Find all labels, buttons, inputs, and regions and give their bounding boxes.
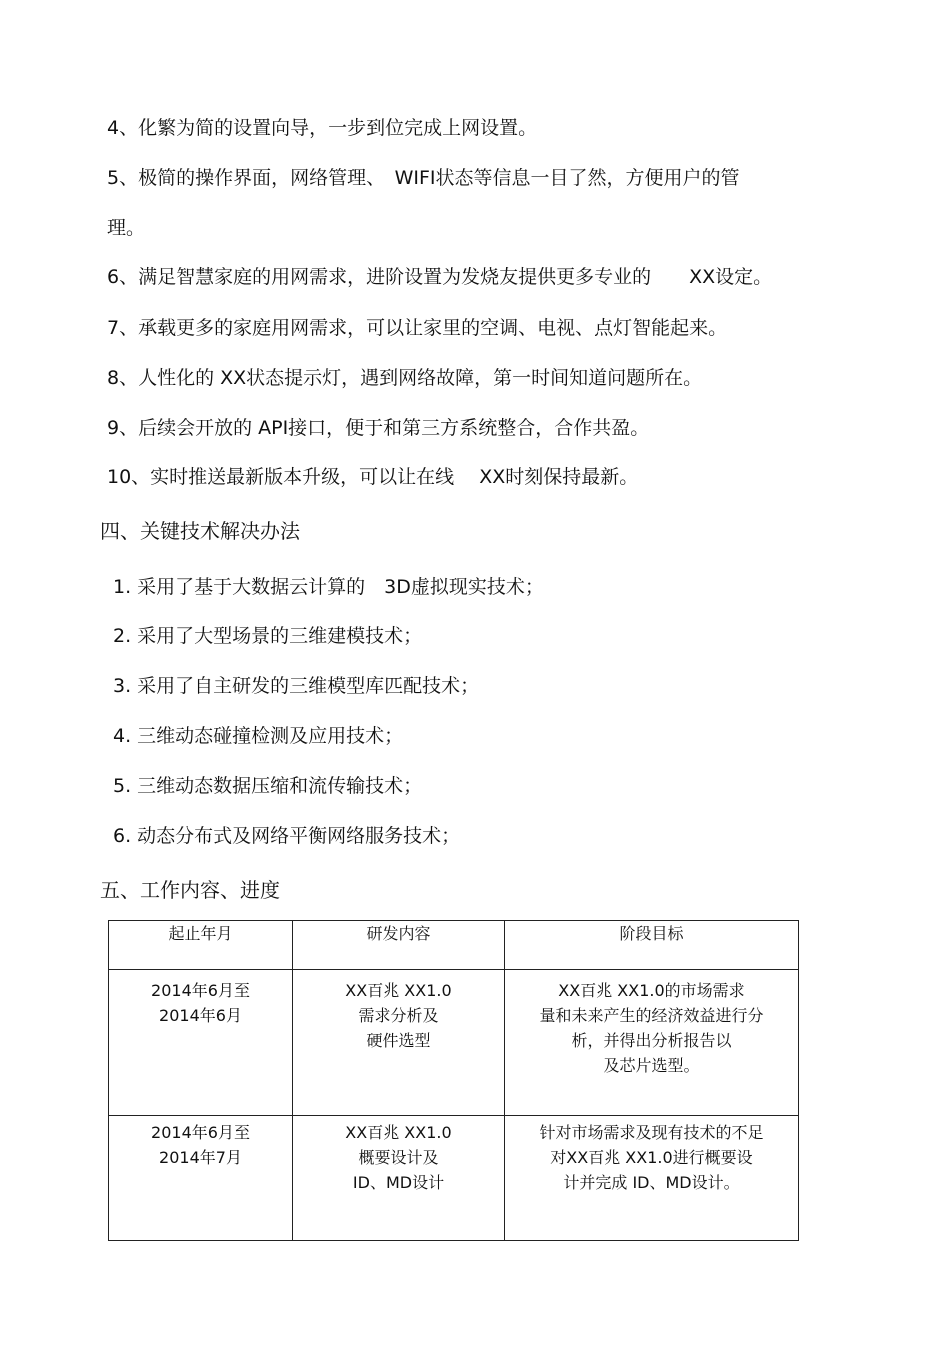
row-period: 2014年6月至 2014年7月 [151,1123,250,1167]
row-content-cell [293,970,505,1116]
feature-line-6: 6、满足智慧家庭的用网需求，进阶设置为发烧友提供更多专业的 XX设定。 [107,266,773,288]
row-period-cell [109,970,293,1116]
header-content-label: 研发内容 [366,924,431,943]
table-row [109,1116,799,1241]
tech-item-5: 5. 三维动态数据压缩和流传输技术； [113,775,423,797]
table-row [109,970,799,1116]
row-content: XX百兆 XX1.0 需求分析及 硬件选型 [345,981,452,1050]
row-content-cell [293,1116,505,1241]
header-content [293,921,505,970]
row-content: XX百兆 XX1.0 概要设计及 ID、MD设计 [345,1123,452,1192]
feature-line-4: 4、化繁为简的设置向导，一步到位完成上网设置。 [107,117,538,139]
tech-item-3: 3. 采用了自主研发的三维模型库匹配技术； [113,675,480,697]
row-period: 2014年6月至 2014年6月 [151,981,250,1025]
header-period-label: 起止年月 [168,924,233,943]
row-goal: 针对市场需求及现有技术的不足 对XX百兆 XX1.0进行概要设 计并完成 ID、MD设计。 [539,1123,764,1192]
feature-line-5-cont: 理。 [107,217,146,239]
feature-line-7: 7、承载更多的家庭用网需求，可以让家里的空调、电视、点灯智能起来。 [107,317,728,339]
header-goal [505,921,799,970]
feature-line-10: 10、实时推送最新版本升级，可以让在线 XX时刻保持最新。 [107,466,639,488]
tech-item-6: 6. 动态分布式及网络平衡网络服务技术； [113,825,461,847]
table-header-row [109,921,799,970]
feature-line-9: 9、后续会开放的 API接口，便于和第三方系统整合，合作共盈。 [107,417,650,439]
section-4-heading: 四、关键技术解决办法 [100,519,300,543]
tech-item-1: 1. 采用了基于大数据云计算的 3D虚拟现实技术； [113,576,544,598]
header-goal-label: 阶段目标 [619,924,684,943]
section-5-heading: 五、工作内容、进度 [100,878,280,902]
feature-line-8: 8、人性化的 XX状态提示灯，遇到网络故障，第一时间知道问题所在。 [107,367,703,389]
schedule-table [108,920,799,1241]
tech-item-4: 4. 三维动态碰撞检测及应用技术； [113,725,404,747]
row-goal-cell [505,970,799,1116]
header-period [109,921,293,970]
tech-item-2: 2. 采用了大型场景的三维建模技术； [113,625,423,647]
row-goal-cell [505,1116,799,1241]
feature-line-5: 5、极简的操作界面，网络管理、 WIFI状态等信息一目了然，方便用户的管 [107,167,740,189]
row-period-cell [109,1116,293,1241]
row-goal: XX百兆 XX1.0的市场需求 量和未来产生的经济效益进行分 析，并得出分析报告以 及芯片选型。 [539,981,764,1075]
